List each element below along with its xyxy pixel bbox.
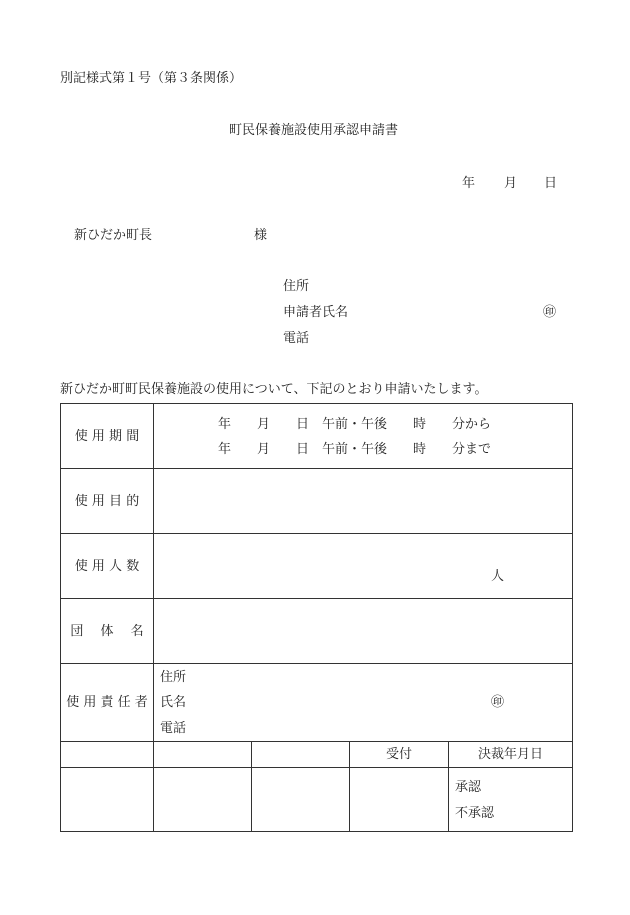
- applicant-address-label: 住所: [283, 279, 310, 294]
- people-label: 使 用 人 数: [74, 558, 140, 574]
- people-value-cell[interactable]: [154, 534, 573, 599]
- responsible-label: 使 用 責 任 者: [66, 695, 148, 710]
- approved-option: 承認: [455, 780, 482, 795]
- responsible-name-label: 氏名: [160, 695, 187, 710]
- applicant-seal-mark: ㊞: [543, 305, 557, 320]
- period-label: 使 用 期 間: [74, 428, 140, 444]
- office-stamp-cell-3[interactable]: [252, 768, 350, 832]
- decision-date-header-cell: [449, 742, 573, 768]
- date-month-label: 月: [504, 176, 518, 191]
- form-number: 別記様式第１号（第３条関係）: [60, 71, 243, 86]
- group-row: [61, 599, 573, 664]
- applicant-phone-label: 電話: [283, 331, 310, 346]
- responsible-row: [61, 664, 573, 742]
- group-value-cell[interactable]: [154, 599, 573, 664]
- decision-date-label: 決裁年月日: [477, 747, 543, 762]
- responsible-phone-label: 電話: [160, 721, 187, 736]
- responsible-address-label: 住所: [160, 670, 187, 685]
- purpose-label: 使 用 目 的: [74, 493, 140, 509]
- date-day-label: 日: [544, 176, 558, 191]
- people-row: [61, 534, 573, 599]
- purpose-row: [61, 469, 573, 534]
- reception-stamp-cell[interactable]: [350, 768, 449, 832]
- purpose-value-cell[interactable]: [154, 469, 573, 534]
- responsible-label-cell: [61, 664, 154, 742]
- office-header-cell-1: [61, 742, 154, 768]
- office-header-row: [61, 742, 573, 768]
- applicant-name-label: 申請者氏名: [283, 305, 349, 320]
- not-approved-option: 不承認: [455, 806, 495, 821]
- purpose-label-cell: [61, 469, 154, 534]
- date-year-label: 年: [462, 176, 476, 191]
- office-stamp-row: [61, 768, 573, 832]
- intro-text: 新ひだか町町民保養施設の使用について、下記のとおり申請いたします。: [60, 382, 488, 397]
- office-header-cell-3: [252, 742, 350, 768]
- period-end-line: 年 月 日 午前・午後 時 分まで: [218, 442, 492, 457]
- responsible-value-cell[interactable]: [154, 664, 573, 742]
- office-header-cell-2: [154, 742, 252, 768]
- addressee-honorific: 様: [254, 228, 268, 243]
- period-label-cell: [61, 404, 154, 469]
- group-label-cell: [61, 599, 154, 664]
- form-title: 町民保養施設使用承認申請書: [229, 123, 399, 138]
- people-label-cell: [61, 534, 154, 599]
- period-value-cell[interactable]: [154, 404, 573, 469]
- decision-cell[interactable]: [449, 768, 573, 832]
- office-stamp-cell-1[interactable]: [61, 768, 154, 832]
- office-stamp-cell-2[interactable]: [154, 768, 252, 832]
- period-start-line: 年 月 日 午前・午後 時 分から: [218, 417, 492, 432]
- period-row: [61, 404, 573, 469]
- responsible-seal-mark: ㊞: [491, 695, 505, 710]
- application-table: [60, 403, 573, 832]
- reception-label: 受付: [385, 747, 412, 762]
- people-unit: 人: [491, 569, 505, 584]
- reception-header-cell: [350, 742, 449, 768]
- group-label: 団 体 名: [70, 623, 144, 639]
- addressee-name: 新ひだか町長: [74, 228, 153, 243]
